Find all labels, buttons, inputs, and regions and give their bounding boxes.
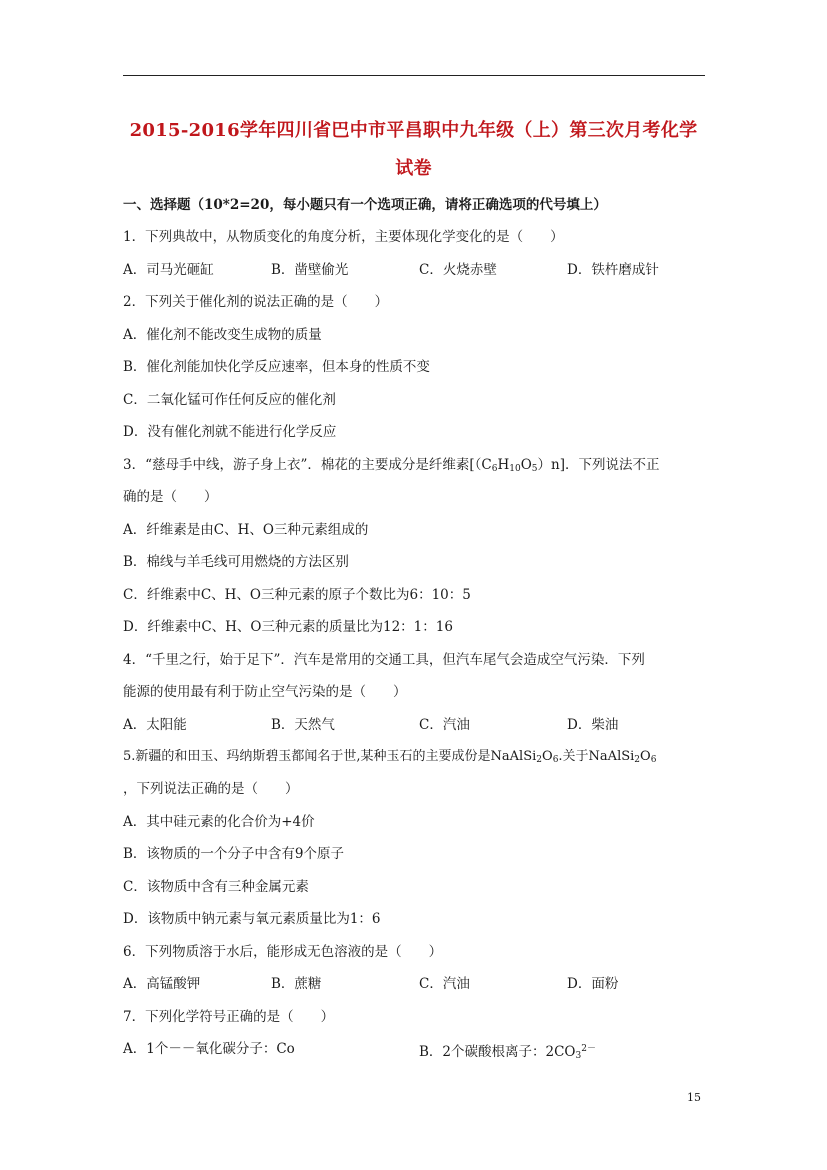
question-6-stem: 6．下列物质溶于水后，能形成无色溶液的是（ ）: [123, 944, 443, 960]
q4-option-a: A．太阳能: [123, 717, 187, 733]
header-rule: [123, 75, 705, 76]
q5-option-a: A．其中硅元素的化合价为+4价: [123, 814, 315, 830]
q5-option-b: B．该物质的一个分子中含有9个原子: [123, 846, 345, 862]
q2-option-a: A．催化剂不能改变生成物的质量: [123, 327, 322, 343]
q3-option-a: A．纤维素是由C、H、O三种元素组成的: [123, 522, 369, 538]
page-number: 15: [687, 1091, 701, 1104]
q6-option-d: D．面粉: [567, 976, 619, 992]
question-2-stem: 2．下列关于催化剂的说法正确的是（ ）: [123, 294, 389, 310]
question-3-stem: 3．“慈母手中线，游子身上衣”．棉花的主要成分是纤维素$[(C_6H_{10}O_5)n]$．下列说法不正: [123, 457, 660, 474]
question-4-stem-cont: 能源的使用最有利于防止空气污染的是（ ）: [123, 684, 407, 700]
q6-option-b: B．蔗糖: [271, 976, 322, 992]
section-header: 一、选择题（10*2=20，每小题只有一个选项正确，请将正确选项的代号填上）: [123, 197, 607, 213]
question-1-stem: 1．下列典故中，从物质变化的角度分析，主要体现化学变化的是（ ）: [123, 229, 564, 245]
q2-option-b: B．催化剂能加快化学反应速率，但本身的性质不变: [123, 359, 430, 375]
q6-option-c: C．汽油: [419, 976, 470, 992]
q4-option-d: D．柴油: [567, 717, 619, 733]
question-7-stem: 7．下列化学符号正确的是（ ）: [123, 1009, 335, 1025]
q3-option-c: C．纤维素中C、H、O三种元素的原子个数比为6：10：5: [123, 587, 471, 603]
q7-option-a: A．1个－－氧化碳分子：Co: [123, 1041, 295, 1057]
q5-option-c: C．该物质中含有三种金属元素: [123, 879, 309, 895]
q6-option-a: A．高锰酸钾: [123, 976, 201, 992]
q1-option-d: D．铁杵磨成针: [567, 262, 659, 278]
q3-option-d: D．纤维素中C、H、O三种元素的质量比为12：1：16: [123, 619, 453, 635]
q3-option-b: B．棉线与羊毛线可用燃烧的方法区别: [123, 554, 349, 570]
q2-option-d: D．没有催化剂就不能进行化学反应: [123, 424, 337, 440]
q2-option-c: C．二氧化锰可作任何反应的催化剂: [123, 392, 336, 408]
exam-title-line1: 2015-2016学年四川省巴中市平昌职中九年级（上）第三次月考化学: [129, 120, 698, 141]
q5-option-d: D．该物质中钠元素与氧元素质量比为1：6: [123, 911, 381, 927]
exam-title-line2: 试卷: [395, 158, 432, 179]
question-3-stem-cont: 确的是（ ）: [123, 489, 218, 505]
q1-option-b: B．凿壁偷光: [271, 262, 349, 278]
q4-option-c: C．汽油: [419, 717, 470, 733]
q4-option-b: B．天然气: [271, 717, 335, 733]
q7-option-b: B．2个碳酸根离子：$2CO_3^{2-}$: [419, 1044, 596, 1061]
question-5-stem-cont: ，下列说法正确的是（ ）: [123, 781, 299, 797]
q1-option-c: C．火烧赤壁: [419, 262, 497, 278]
question-4-stem: 4．“千里之行，始于足下”．汽车是常用的交通工具，但汽车尾气会造成空气污染．下列: [123, 652, 645, 668]
q1-option-a: A．司马光砸缸: [123, 262, 214, 278]
question-5-stem: 5.新疆的和田玉、玛纳斯碧玉都闻名于世,某种玉石的主要成份是$NaAlSi_2O_6$.关于$NaAlSi_2O_6$: [123, 749, 657, 765]
